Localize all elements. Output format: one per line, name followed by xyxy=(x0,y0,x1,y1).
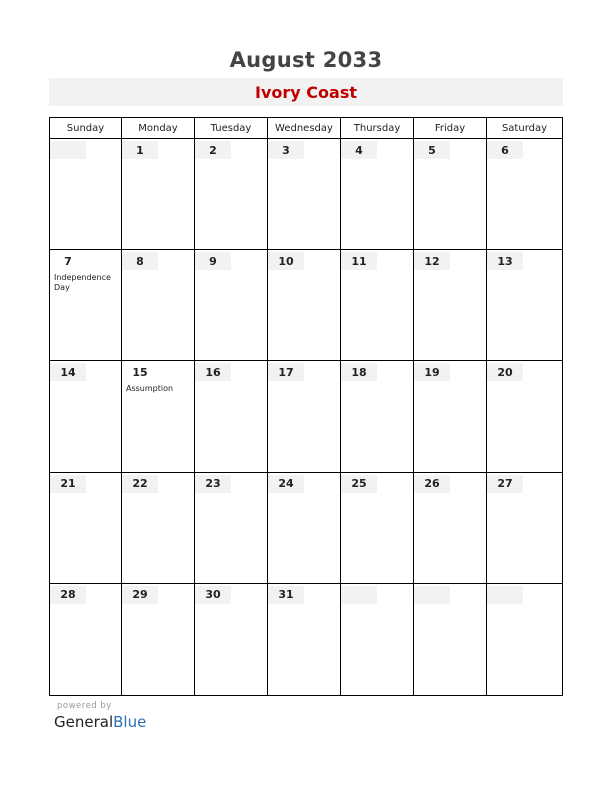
day-number: 27 xyxy=(487,475,523,493)
day-number xyxy=(414,586,450,604)
day-number: 22 xyxy=(122,475,158,493)
day-cell xyxy=(122,250,195,361)
day-cell xyxy=(341,361,414,472)
day-number: 6 xyxy=(487,141,523,159)
day-number: 25 xyxy=(341,475,377,493)
day-cell xyxy=(414,250,487,361)
day-cell xyxy=(195,139,268,250)
day-cell xyxy=(414,361,487,472)
day-cell xyxy=(487,361,562,472)
day-number: 2 xyxy=(195,141,231,159)
day-cell xyxy=(122,361,195,472)
weekday-header: Saturday xyxy=(487,118,562,139)
day-cell xyxy=(487,584,562,695)
day-cell xyxy=(195,361,268,472)
day-cell xyxy=(268,361,341,472)
page-title: August 2033 xyxy=(229,48,383,72)
day-cell xyxy=(50,584,122,695)
brand-logo xyxy=(54,713,146,731)
brand-general: General xyxy=(54,713,114,731)
day-cell xyxy=(50,473,122,584)
day-number: 13 xyxy=(487,252,523,270)
weekday-header: Wednesday xyxy=(268,118,341,139)
brand-blue: Blue xyxy=(113,713,147,731)
holiday-label: Independence Day xyxy=(54,273,111,293)
day-number xyxy=(341,586,377,604)
day-number: 31 xyxy=(268,586,304,604)
day-number: 18 xyxy=(341,363,377,381)
day-cell xyxy=(122,473,195,584)
day-cell xyxy=(50,361,122,472)
day-cell xyxy=(414,473,487,584)
day-number: 16 xyxy=(195,363,231,381)
day-number xyxy=(487,586,523,604)
day-number: 29 xyxy=(122,586,158,604)
day-cell xyxy=(50,250,122,361)
day-number: 14 xyxy=(50,363,86,381)
day-number: 7 xyxy=(64,254,72,268)
day-number: 12 xyxy=(414,252,450,270)
day-number: 17 xyxy=(268,363,304,381)
day-number: 26 xyxy=(414,475,450,493)
day-number: 10 xyxy=(268,252,304,270)
day-cell xyxy=(268,584,341,695)
weekday-header: Sunday xyxy=(50,118,122,139)
day-number: 21 xyxy=(50,475,86,493)
weekday-header: Monday xyxy=(122,118,195,139)
day-cell xyxy=(268,250,341,361)
day-cell xyxy=(487,250,562,361)
day-number: 11 xyxy=(341,252,377,270)
day-cell xyxy=(195,250,268,361)
day-number: 28 xyxy=(50,586,86,604)
day-number: 23 xyxy=(195,475,231,493)
day-cell xyxy=(414,139,487,250)
day-number: 8 xyxy=(122,252,158,270)
day-number: 1 xyxy=(122,141,158,159)
holiday-label: Assumption xyxy=(126,384,174,394)
day-cell xyxy=(268,139,341,250)
day-cell xyxy=(122,584,195,695)
day-cell xyxy=(487,139,562,250)
day-cell xyxy=(268,473,341,584)
country-banner xyxy=(49,78,563,106)
day-cell xyxy=(341,139,414,250)
country-name: Ivory Coast xyxy=(255,82,357,102)
day-cell xyxy=(414,584,487,695)
day-number: 3 xyxy=(268,141,304,159)
day-cell xyxy=(50,139,122,250)
weekday-header: Tuesday xyxy=(195,118,268,139)
powered-by-label: powered by xyxy=(57,701,112,711)
day-cell xyxy=(195,473,268,584)
calendar-grid xyxy=(49,117,563,696)
day-number: 30 xyxy=(195,586,231,604)
day-number: 4 xyxy=(341,141,377,159)
day-number xyxy=(50,141,86,159)
day-cell xyxy=(341,584,414,695)
weekday-header: Thursday xyxy=(341,118,414,139)
day-number: 19 xyxy=(414,363,450,381)
day-cell xyxy=(341,250,414,361)
day-cell xyxy=(195,584,268,695)
day-number: 20 xyxy=(487,363,523,381)
day-number: 5 xyxy=(414,141,450,159)
weekday-header: Friday xyxy=(414,118,487,139)
day-number: 15 xyxy=(132,365,148,379)
day-cell xyxy=(341,473,414,584)
day-number: 9 xyxy=(195,252,231,270)
day-cell xyxy=(487,473,562,584)
day-cell xyxy=(122,139,195,250)
day-number: 24 xyxy=(268,475,304,493)
